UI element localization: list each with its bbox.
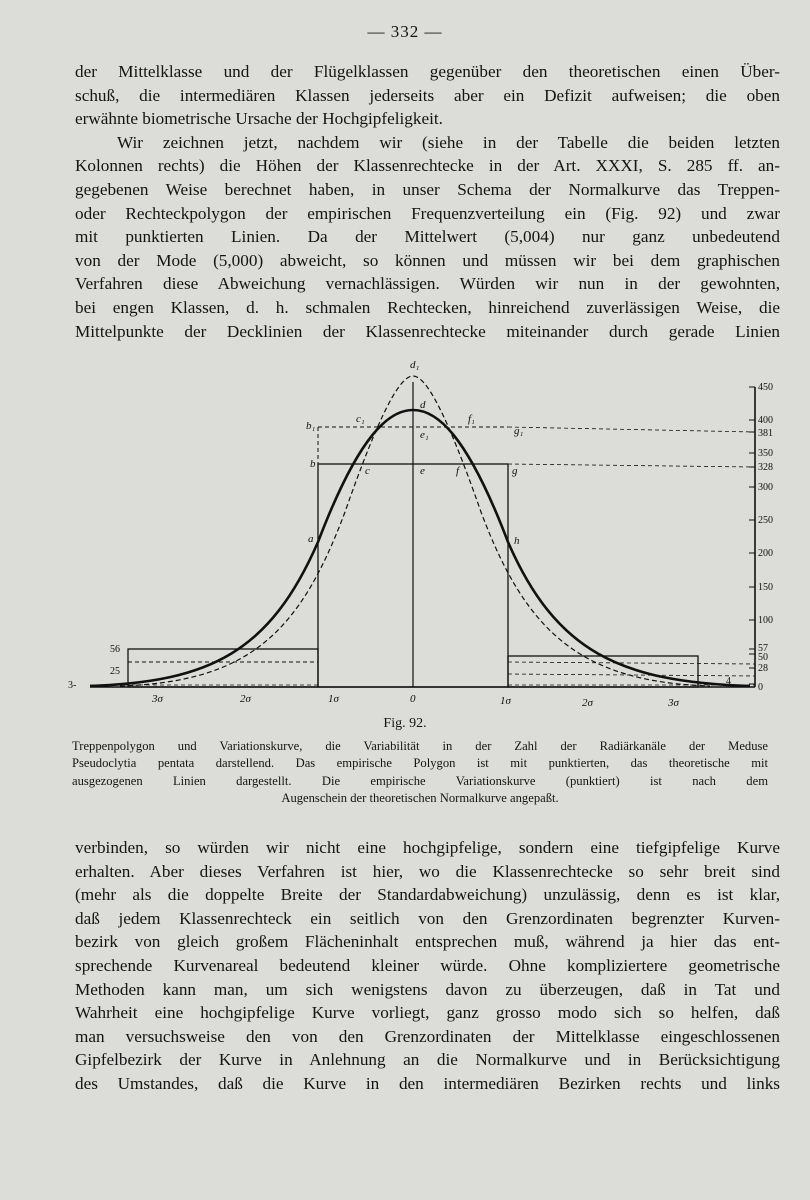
figure-caption (72, 738, 768, 808)
text-line: mit punktierten Linien. Da der Mittelwert (5,004) nur ganz unbedeutend (75, 227, 780, 247)
right-scale-ticks (749, 387, 755, 684)
text-line: daß jedem Klassenrechteck ein seitlich von den Grenzordinaten begrenzter Kurven- (75, 908, 780, 928)
point-label-h: h (514, 535, 520, 547)
body-text-top (75, 60, 780, 343)
right-scale-label: 350 (758, 448, 773, 459)
sigma-label: 0 (410, 693, 416, 705)
text-line: Kolonnen rechts) die Höhen der Klassenrechtecke in der Art. XXXI, S. 285 ff. an- (75, 156, 780, 176)
right-scale-label: 450 (758, 382, 773, 393)
page-number: — 332 — (367, 22, 443, 41)
right-scale-label: 150 (758, 582, 773, 593)
point-label-e1: e₁ (420, 429, 429, 441)
right-scale-label: 0 (758, 682, 763, 693)
left-value-3: 3- (68, 680, 77, 691)
text-line: Wahrheit eine hochgipfelige Kurve vorliegt, ganz grosso modo sich so helfen, daß (75, 1003, 780, 1023)
point-label-b: b (310, 458, 316, 470)
caption-line: Pseudoclytia pentata darstellend. Das empirische Polygon ist mit punktierten, das theoretische mit (72, 756, 768, 771)
guide-line (508, 464, 755, 467)
right-scale-label: 100 (758, 615, 773, 626)
text-line: Methoden kann man, um sich wenigstens davon zu überzeugen, daß in Tat und (75, 979, 780, 999)
caption-line: ausgezogenen Linien dargestellt. Die empirische Variationskurve (punktiert) ist nach dem (72, 773, 768, 788)
figure-label: Fig. 92. (383, 716, 427, 731)
sigma-label: 3σ (152, 693, 163, 705)
caption-line: Treppenpolygon und Variationskurve, die Variabilität in der Zahl der Radiärkanäle der Meduse (72, 739, 768, 753)
text-line: des Umstandes, daß die Kurve in den intermediären Bezirken rechts und links (75, 1073, 780, 1093)
right-scale-label: 57 (758, 643, 768, 654)
guide-line (508, 427, 755, 432)
point-label-d: d (420, 399, 426, 411)
text-line: oder Rechteckpolygon der empirischen Frequenzverteilung ein (Fig. 92) und zwar (75, 203, 780, 223)
point-label-f: f (456, 465, 460, 477)
text-line: Mittelpunkte der Decklinien der Klassenrechtecke miteinander durch gerade Linien (75, 321, 780, 341)
text-line: Gipfelbezirk der Kurve in Anlehnung an die Normalkurve und in Berücksichtigung (75, 1050, 780, 1070)
sigma-label: 1σ (500, 695, 511, 707)
sigma-label: 2σ (582, 697, 593, 709)
text-line: bei engen Klassen, d. h. schmalen Rechtecken, hinreichend zuverlässigen Weise, die (75, 297, 780, 317)
left-class-rectangle (128, 649, 318, 687)
text-line: von der Mode (5,000) abweicht, so können und müssen wir bei dem graphischen (75, 250, 780, 270)
sigma-label: 2σ (240, 693, 251, 705)
body-text-bottom (75, 836, 780, 1096)
text-line: der Mittelklasse und der Flügelklassen gegenüber den theoretischen einen Über- (75, 62, 780, 81)
point-label-b1: b₁ (306, 420, 316, 432)
right-scale-label: 200 (758, 548, 773, 559)
theoretical-normal-curve (90, 410, 750, 686)
text-line: man versuchsweise den von den Grenzordinaten der Mittelklasse eingeschlossenen (75, 1026, 780, 1046)
sigma-label: 1σ (328, 693, 339, 705)
point-label-g: g (512, 465, 518, 477)
left-value-56: 56 (110, 644, 120, 655)
text-line: gegebenen Weise berechnet haben, in unser Schema der Normalkurve das Treppen- (75, 179, 780, 199)
point-label-f1: f₁ (468, 413, 475, 425)
right-scale-label: 400 (758, 415, 773, 426)
text-line: schuß, die intermediären Klassen jederseits aber ein Defizit aufweisen; die oben (75, 85, 780, 105)
point-label-e: e (420, 465, 425, 477)
point-label-c1: c₁ (356, 413, 365, 425)
point-label-a: a (308, 533, 314, 545)
figure-92 (60, 352, 773, 712)
point-label-c: c (365, 465, 370, 477)
figure-diagram (60, 352, 773, 712)
point-label-g1: g₁ (514, 425, 524, 437)
text-line: Wir zeichnen jetzt, nachdem wir (siehe in der Tabelle die beiden letzten (117, 132, 780, 152)
right-value-4: 4 (726, 676, 731, 687)
text-line: verbinden, so würden wir nicht eine hochgipfelige, sondern eine tiefgipfelige Kurve (75, 838, 780, 857)
text-line: (mehr als die doppelte Breite der Standardabweichung) unzulässig, denn es ist klar, (75, 885, 780, 905)
text-line: sprechende Kurvenareal bedeutend kleiner würde. Ohne kompliziertere geometrische (75, 955, 780, 975)
text-line: bezirk von gleich großem Flächeninhalt entsprechen muß, während ja hier das ent- (75, 932, 780, 952)
caption-line: Augenschein der theoretischen Normalkurve angepaßt. (281, 791, 559, 806)
guide-line (508, 662, 755, 664)
right-scale-label: 300 (758, 482, 773, 493)
right-scale-label: 328 (758, 462, 773, 473)
sigma-label: 3σ (668, 697, 679, 709)
text-line: erhalten. Aber dieses Verfahren ist hier, wo die Klassenrechtecke so sehr breit sind (75, 861, 780, 881)
right-scale-label: 381 (758, 428, 773, 439)
point-label-d1: d₁ (410, 359, 420, 371)
left-value-25: 25 (110, 666, 120, 677)
right-scale-label: 250 (758, 515, 773, 526)
empirical-variation-curve (120, 376, 710, 686)
text-line: Verfahren diese Abweichung vernachlässigen. Würden wir nun in der gewohnten, (75, 274, 780, 294)
right-scale-label: 50 (758, 652, 768, 663)
right-scale-label: 28 (758, 663, 768, 674)
text-line: erwähnte biometrische Ursache der Hochgipfeligkeit. (75, 109, 443, 129)
